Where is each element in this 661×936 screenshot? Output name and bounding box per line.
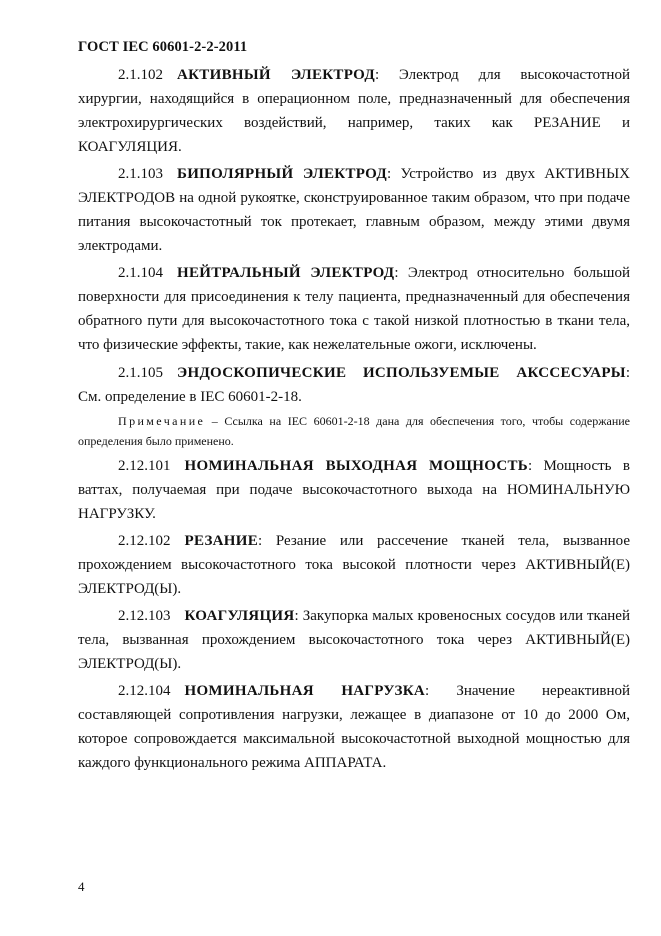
term-name: БИПОЛЯРНЫЙ ЭЛЕКТРОД: [177, 166, 387, 182]
term-separator: :: [625, 365, 630, 381]
page-number: 4: [78, 879, 85, 894]
document-header: ГОСТ IEC 60601-2-2-2011: [78, 39, 248, 55]
term-name: РЕЗАНИЕ: [184, 533, 259, 549]
clause-number: 2.1.103: [118, 166, 163, 182]
note-label: Примечание: [118, 414, 206, 428]
definition-text: См. определение в IEC 60601-2-18.: [78, 389, 302, 405]
term-separator: :: [374, 67, 380, 83]
definition-entry: [78, 261, 630, 357]
clause-number: 2.12.102: [118, 533, 171, 549]
term-separator: :: [258, 533, 263, 549]
document-body: [78, 63, 630, 775]
term-name: КОАГУЛЯЦИЯ: [184, 608, 295, 624]
definition-entry: [78, 162, 630, 258]
definition-entry: [78, 679, 630, 775]
term-name: АКТИВНЫЙ ЭЛЕКТРОД: [177, 67, 375, 83]
term-name: НОМИНАЛЬНАЯ НАГРУЗКА: [184, 683, 426, 699]
definition-text: Значение нереактивной составляющей сопротивления нагрузки, лежащее в диапазоне от 10 до 2000 Ом, которое сопровождается максимальной высокочастотной выходной мощностью для каждого функционального режима АППАРАТА.: [78, 683, 630, 771]
term-separator: :: [294, 608, 299, 624]
note-paragraph: [78, 411, 630, 451]
clause-number: 2.12.101: [118, 458, 171, 474]
term-separator: :: [425, 683, 430, 699]
term-name: ЭНДОСКОПИЧЕСКИЕ ИСПОЛЬЗУЕМЫЕ АКССЕСУАРЫ: [177, 365, 626, 381]
definition-entry: [78, 454, 630, 526]
term-name: НОМИНАЛЬНАЯ ВЫХОДНАЯ МОЩНОСТЬ: [184, 458, 528, 474]
definition-text: Устройство из двух АКТИВНЫХ ЭЛЕКТРОДОВ на одной рукоятке, сконструированное таким образом, что при подаче питания высокочастотный ток протекает, главным образом, между этими двумя электродами.: [78, 166, 630, 254]
definition-text: Мощность в ваттах, получаемая при подаче высокочастотного выхода на НОМИНАЛЬНУЮ НАГРУЗКУ.: [78, 458, 630, 522]
clause-number: 2.1.102: [118, 67, 163, 83]
clause-number: 2.1.104: [118, 265, 163, 281]
definition-entry: [78, 529, 630, 601]
term-separator: :: [528, 458, 533, 474]
definition-text: Закупорка малых кровеносных сосудов или тканей тела, вызванная прохождением высокочастотного тока через АКТИВНЫЙ(Е) ЭЛЕКТРОД(Ы).: [78, 608, 630, 672]
definition-entry: [78, 361, 630, 409]
clause-number: 2.12.104: [118, 683, 171, 699]
note-text: – Ссылка на IEC 60601-2-18 дана для обеспечения того, чтобы содержание определения было применено.: [78, 414, 630, 448]
definition-text: Резание или рассечение тканей тела, вызванное прохождением высокочастотного тока высокой плотности через АКТИВНЫЙ(Е) ЭЛЕКТРОД(Ы).: [78, 533, 630, 597]
term-separator: :: [394, 265, 399, 281]
clause-number: 2.1.105: [118, 365, 163, 381]
term-separator: :: [387, 166, 392, 182]
definition-entry: [78, 63, 630, 159]
term-name: НЕЙТРАЛЬНЫЙ ЭЛЕКТРОД: [177, 265, 395, 281]
definition-text: Электрод относительно большой поверхности для присоединения к телу пациента, предназначенный для обеспечения обратного пути для высокочастотного тока с такой низкой плотностью в ткани тела, что физические эффекты, такие, как нежелательные ожоги, исключены.: [78, 265, 630, 353]
definition-entry: [78, 604, 630, 676]
clause-number: 2.12.103: [118, 608, 171, 624]
definition-text: Электрод для высокочастотной хирургии, находящийся в операционном поле, предназначенный для обеспечения электрохирургических воздействий, например, таких как РЕЗАНИЕ и КОАГУЛЯЦИЯ.: [78, 67, 630, 155]
